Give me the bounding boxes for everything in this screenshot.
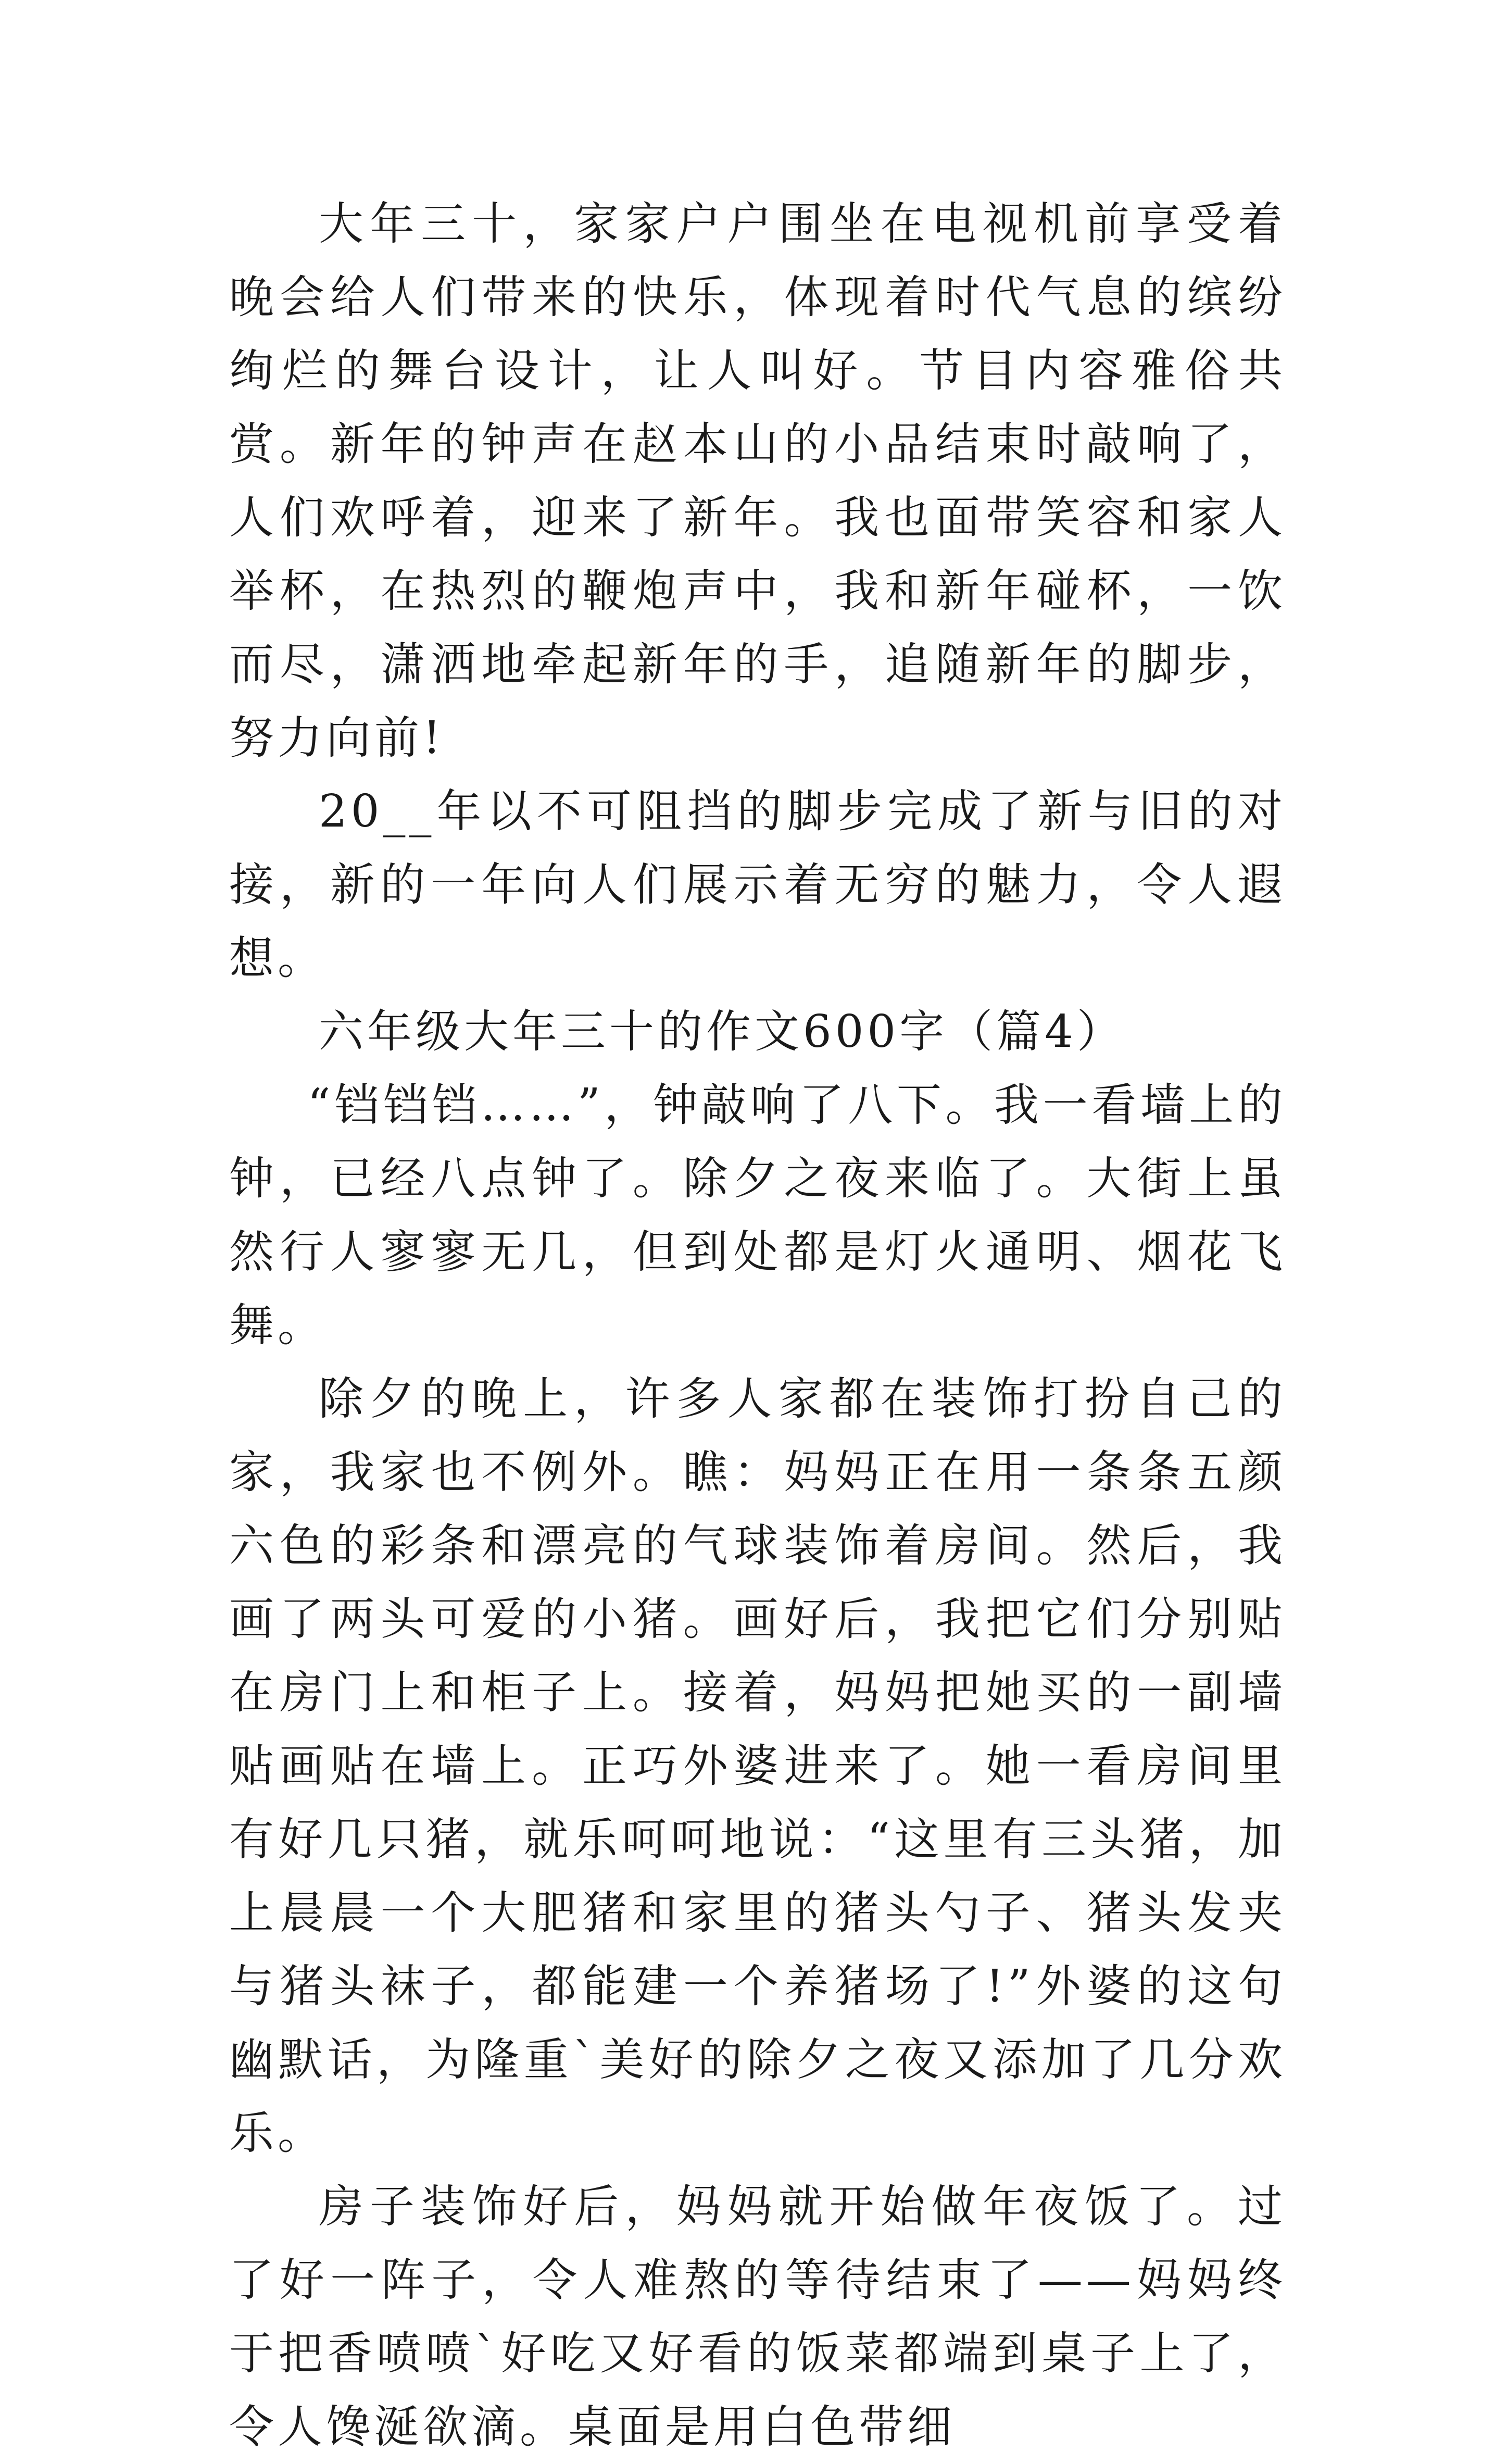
paragraph-decorating-home: 除夕的晚上，许多人家都在装饰打扮自己的家，我家也不例外。瞧：妈妈正在用一条条五颜六色的彩条和漂亮的气球装饰着房间。然后，我画了两头可爱的小猪。画好后，我把它们分别贴在房门上和柜子上。接着，妈妈把她买的一副墙贴画贴在墙上。正巧外婆进来了。她一看房间里有好几只猪，就乐呵呵地说：“这里有三头猪，加上晨晨一个大肥猪和家里的猪头勺子、猪头发夹与猪头袜子，都能建一个养猪场了!”外婆的这句幽默话，为隆重`美好的除夕之夜又添加了几分欢乐。 bbox=[229, 1373, 1286, 2159]
body-text bbox=[229, 187, 1286, 2464]
paragraph-new-year-eve-tv: 大年三十，家家户户围坐在电视机前享受着晚会给人们带来的快乐，体现着时代气息的缤纷绚烂的舞台设计，让人叫好。节目内容雅俗共赏。新年的钟声在赵本山的小品结束时敲响了，人们欢呼着，迎来了新年。我也面带笑容和家人举杯，在热烈的鞭炮声中，我和新年碰杯，一饮而尽，潇洒地牵起新年的手，追随新年的脚步，努力向前! bbox=[229, 198, 1286, 764]
paragraph-dinner: 房子装饰好后，妈妈就开始做年夜饭了。过了好一阵子，令人难熬的等待结束了——妈妈终于把香喷喷`好吃又好看的饭菜都端到桌子上了，令人馋涎欲滴。桌面是用白色带细 bbox=[229, 2181, 1286, 2453]
paragraph-clock-strikes: “铛铛铛……”，钟敲响了八下。我一看墙上的钟，已经八点钟了。除夕之夜来临了。大街上虽然行人寥寥无几，但到处都是灯火通明、烟花飞舞。 bbox=[229, 1079, 1286, 1352]
essay-heading: 六年级大年三十的作文600字（篇4） bbox=[319, 1006, 1125, 1058]
paragraph-new-year-transition: 20__年以不可阻挡的脚步完成了新与旧的对接，新的一年向人们展示着无穷的魅力，令人遐想。 bbox=[229, 785, 1286, 984]
